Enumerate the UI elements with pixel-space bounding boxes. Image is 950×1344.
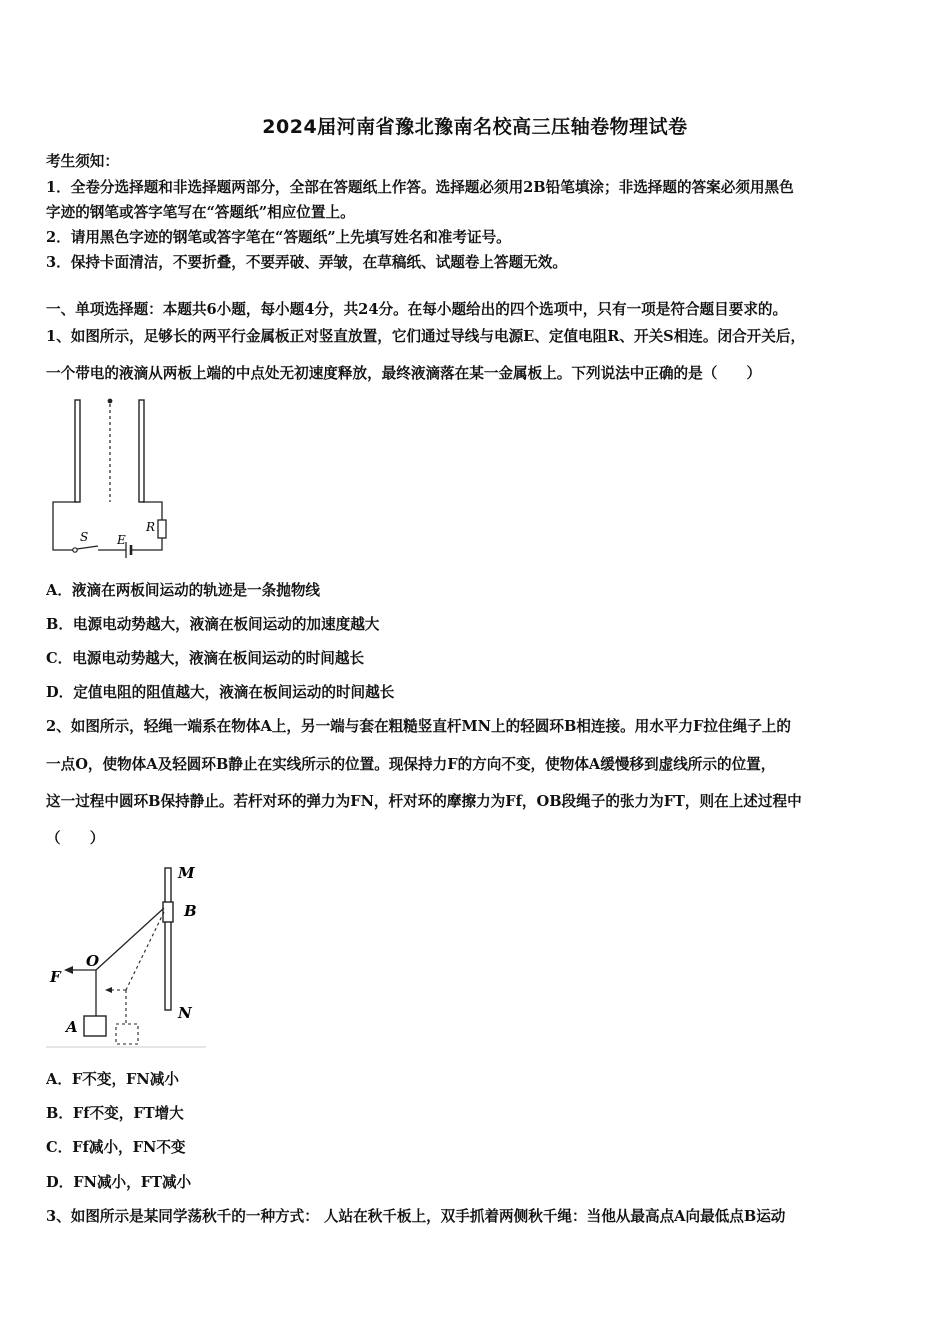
circuit-diagram: [46, 392, 176, 560]
label-o: O: [86, 952, 100, 970]
label-b: B: [184, 902, 197, 920]
label-n: N: [178, 1004, 192, 1022]
switch-label: S: [80, 530, 89, 544]
notice-item: 1．全卷分选择题和非选择题两部分，全部在答题纸上作答。选择题必须用2B铅笔填涂；非选择题的答案必须用黑色: [46, 179, 794, 196]
notice-heading: 考生须知：: [46, 153, 119, 170]
switch-symbol: [73, 548, 77, 552]
block-a: [84, 1016, 106, 1036]
label-f: F: [50, 968, 61, 986]
resistor-label: R: [146, 520, 156, 534]
q1-stem-line: 1、如图所示，足够长的两平行金属板正对竖直放置，它们通过导线与电源E、定值电阻R、开关S相连。闭合开关后，: [46, 328, 806, 345]
q1-option-b: B．电源电动势越大，液滴在板间运动的加速度越大: [46, 616, 380, 633]
exam-title: 2024届河南省豫北豫南名校高三压轴卷物理试卷: [262, 116, 688, 138]
rod-mn: [165, 868, 171, 1010]
left-plate: [75, 400, 80, 502]
q2-option-c: C．Ff减小，FN不变: [46, 1139, 186, 1156]
droplet-point: [108, 399, 113, 404]
q2-option-a: A．F不变，FN减小: [46, 1071, 179, 1088]
q2-stem-line: 一点O，使物体A及轻圆环B静止在实线所示的位置。现保持力F的方向不变，使物体A缓慢移到虚线所示的位置，: [46, 756, 776, 773]
q1-circuit-figure: [46, 392, 176, 560]
q2-stem-line: 2、如图所示，轻绳一端系在物体A上，另一端与套在粗糙竖直杆MN上的轻圆环B相连接。用水平力F拉住绳子上的: [46, 718, 791, 735]
q1-option-c: C．电源电动势越大，液滴在板间运动的时间越长: [46, 650, 365, 667]
block-a-dashed: [116, 1024, 138, 1044]
q2-rod-figure: [46, 858, 211, 1050]
q1-option-d: D．定值电阻的阻值越大，液滴在板间运动的时间越长: [46, 684, 395, 701]
label-a: A: [66, 1018, 78, 1036]
notice-item: 2．请用黑色字迹的钢笔或答字笔在“答题纸”上先填写姓名和准考证号。: [46, 229, 511, 246]
rod-ring-diagram: [46, 858, 211, 1050]
right-plate: [139, 400, 144, 502]
q2-stem-line: 这一过程中圆环B保持静止。若杆对环的弹力为FN，杆对环的摩擦力为Ff，OB段绳子的张力为FT，则在上述过程中: [46, 793, 802, 810]
notice-item: 字迹的钢笔或答字笔写在“答题纸”相应位置上。: [46, 204, 355, 221]
rope-ob-solid: [96, 908, 164, 970]
resistor-symbol: [158, 520, 166, 538]
ring-b: [163, 902, 173, 922]
q2-option-d: D．FN减小，FT减小: [46, 1174, 192, 1191]
q3-stem-line: 3、如图所示是某同学荡秋千的一种方式： 人站在秋千板上，双手抓着两侧秋千绳：当他从最高点A向最低点B运动: [46, 1208, 786, 1225]
rope-ob-dashed: [126, 912, 164, 990]
source-label: E: [117, 533, 126, 547]
q2-option-b: B．Ff不变，FT增大: [46, 1105, 184, 1122]
q1-option-a: A．液滴在两板间运动的轨迹是一条抛物线: [46, 582, 321, 599]
q1-stem-line: 一个带电的液滴从两板上端的中点处无初速度释放，最终液滴落在某一金属板上。下列说法中正确的是（ ）: [46, 365, 762, 382]
label-m: M: [178, 864, 195, 882]
q2-stem-line: （ ）: [46, 830, 105, 847]
notice-item: 3．保持卡面清洁，不要折叠，不要弄破、弄皱，在草稿纸、试题卷上答题无效。: [46, 254, 567, 271]
section-heading: 一、单项选择题：本题共6小题，每小题4分，共24分。在每小题给出的四个选项中，只有一项是符合题目要求的。: [46, 301, 788, 318]
